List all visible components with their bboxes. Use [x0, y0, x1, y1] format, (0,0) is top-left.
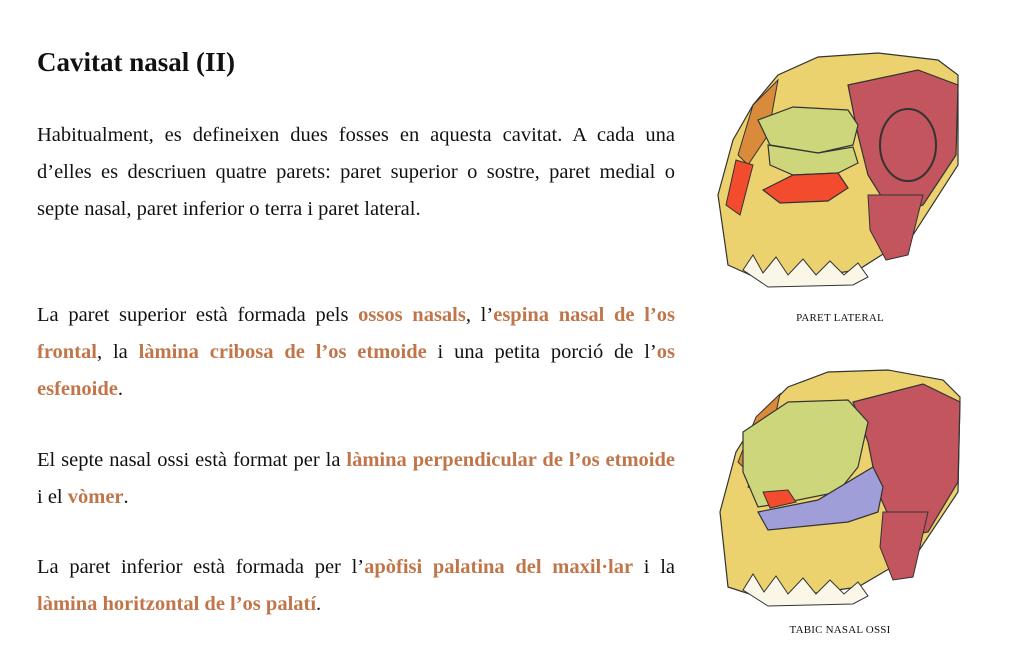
term-sphenoid-bone: os esfenoide: [37, 341, 675, 400]
text-run: El septe nasal ossi està format per la: [37, 449, 347, 471]
text-run: .: [117, 378, 123, 400]
term-nasal-bones: ossos nasals: [358, 304, 466, 326]
text-run: La paret superior està formada pels: [37, 304, 359, 326]
figure-caption-lateral-wall: PARET LATERAL: [796, 312, 884, 324]
term-perpendicular-plate: làmina perpendicular de l’os etmoide: [346, 449, 675, 471]
text-run: La paret inferior està formada per l’: [37, 556, 365, 578]
term-palatine-process: apòfisi palatina del maxil·lar: [364, 556, 634, 578]
paragraph-nasal-septum: [37, 442, 675, 516]
text-run: i el: [37, 486, 68, 508]
text-run: , la: [96, 341, 139, 363]
page-title: Cavitat nasal (II): [37, 47, 236, 77]
term-vomer: vòmer: [67, 486, 124, 508]
nasal-septum-illustration: [708, 362, 964, 610]
term-horizontal-plate: làmina horitzontal de l’os palatí: [37, 593, 317, 615]
text-run: .: [316, 593, 322, 615]
text-run: , l’: [465, 304, 494, 326]
figure-caption-nasal-septum: TABIC NASAL OSSI: [789, 624, 891, 636]
paragraph-superior-wall: [37, 297, 675, 408]
paragraph-intro: Habitualment, es defineixen dues fosses en aquesta cavitat. A cada una d’elles es descriuen quatre parets: paret superior o sostre, paret medial o septe nasal, paret inferior o terra i paret lateral.: [37, 124, 675, 220]
text-run: i la: [633, 556, 675, 578]
text-run: .: [123, 486, 129, 508]
term-cribriform-plate: làmina cribosa de l’os etmoide: [138, 341, 427, 363]
term-frontal-nasal-spine: espina nasal de l’os frontal: [37, 304, 675, 363]
paragraph-inferior-wall: [37, 549, 675, 623]
lateral-wall-illustration: [708, 45, 964, 293]
text-run: i una petita porció de l’: [426, 341, 657, 363]
